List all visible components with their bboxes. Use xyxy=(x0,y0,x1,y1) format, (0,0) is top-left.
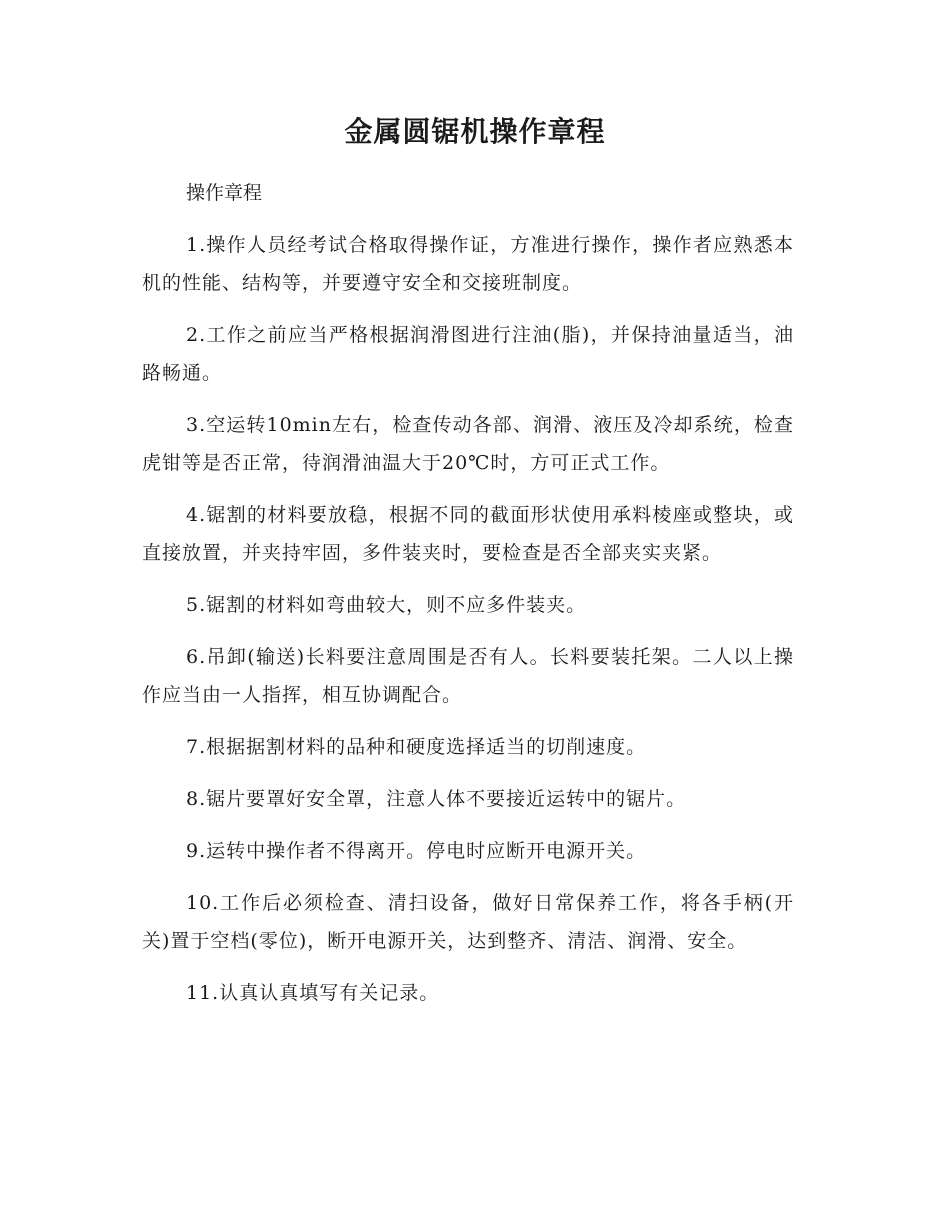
rule-item-5: 5.锯割的材料如弯曲较大，则不应多件装夹。 xyxy=(186,594,587,616)
rule-item-4: 4.锯割的材料要放稳，根据不同的截面形状使用承料棱座或整块，或直接放置，并夹持牢固，多件装夹时，要检查是否全部夹实夹紧。 xyxy=(142,504,794,564)
rule-item-6: 6.吊卸(输送)长料要注意周围是否有人。长料要装托架。二人以上操作应当由一人指挥，相互协调配合。 xyxy=(142,646,794,706)
rule-item-8: 8.锯片要罩好安全罩，注意人体不要接近运转中的锯片。 xyxy=(186,788,687,810)
rule-item-11: 11.认真认真填写有关记录。 xyxy=(186,982,440,1004)
rule-item-10: 10.工作后必须检查、清扫设备，做好日常保养工作，将各手柄(开关)置于空档(零位)，断开电源开关，达到整齐、清洁、润滑、安全。 xyxy=(142,892,794,952)
document-title: 金属圆锯机操作章程 xyxy=(344,115,606,148)
rule-item-9: 9.运转中操作者不得离开。停电时应断开电源开关。 xyxy=(186,840,647,862)
rule-item-2: 2.工作之前应当严格根据润滑图进行注油(脂)，并保持油量适当，油路畅通。 xyxy=(142,324,794,384)
rule-item-7: 7.根据据割材料的品种和硬度选择适当的切削速度。 xyxy=(186,736,647,758)
rule-item-3: 3.空运转10min左右，检查传动各部、润滑、液压及冷却系统，检查虎钳等是否正常，待润滑油温大于20℃时，方可正式工作。 xyxy=(142,414,794,474)
section-heading: 操作章程 xyxy=(186,182,263,204)
rule-item-1: 1.操作人员经考试合格取得操作证，方准进行操作，操作者应熟悉本机的性能、结构等，并要遵守安全和交接班制度。 xyxy=(142,234,794,294)
